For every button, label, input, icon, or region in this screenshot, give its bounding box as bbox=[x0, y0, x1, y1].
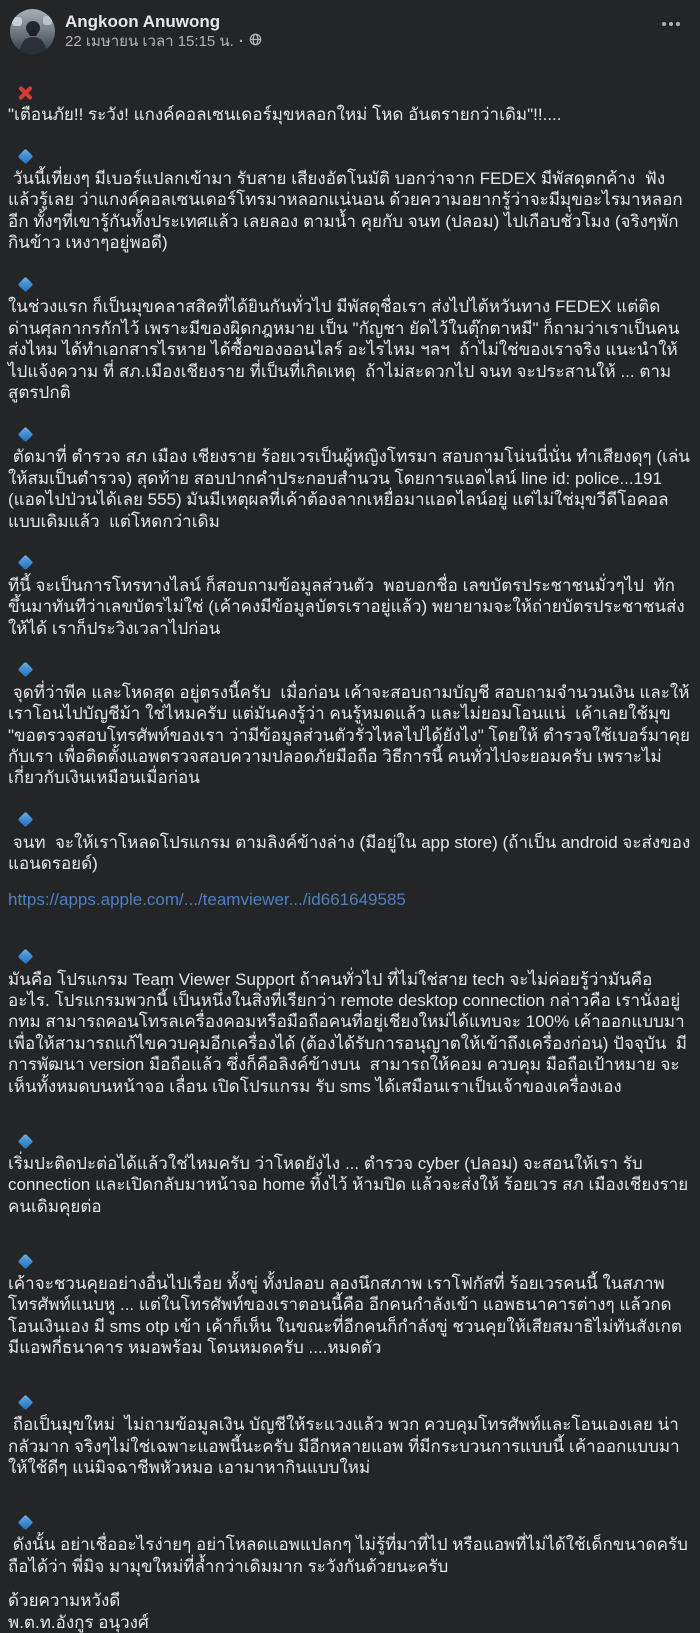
blue-diamond-icon bbox=[18, 1133, 34, 1149]
meta-separator: · bbox=[238, 33, 244, 50]
blue-diamond-icon bbox=[18, 662, 34, 678]
blue-diamond-icon bbox=[18, 1515, 34, 1531]
post-paragraph: ในช่วงแรก ก็เป็นมุขคลาสสิคที่ได้ยินกันทั่วไป มีพัสดุชื่อเรา ส่งไปไต้หวันทาง FEDEX แต่ติดด่านศุลกากรกักไว้ เพราะมีของผิดกฎหมาย เป็น "กัญชา ยัดไว้ในตุ๊กตาหมี" ก็ถามว่าเราเป็นคนส่งไหม ได้ทำเอกสารไรหาย ได้ซื้อของออนไลร์ อะไรไหม ฯลฯ ถ้าไม่ใช่ของเราจริง แนะนำให้ไปแจ้งความ ที่ สภ.เมืองเชียงราย ที่เป็นที่เกิดเหตุ ถ้าไม่สะดวกไป จนท จะประสานให้ ... ตามสูตรปกติ bbox=[8, 254, 692, 404]
post-timestamp[interactable]: 22 เมษายน เวลา 15:15 น. bbox=[65, 33, 234, 50]
ellipsis-dot bbox=[669, 22, 673, 26]
post-header bbox=[7, 8, 693, 61]
globe-icon bbox=[249, 33, 262, 51]
post-paragraph: ตัดมาที่ ตำรวจ สภ เมือง เชียงราย ร้อยเวรเป็นผู้หญิงโทรมา สอบถามโน่นนี่นั่น ทำเสียงดุๆ (เล่นให้สมเป็นตำรวจ) สุดท้าย สอบปากคำประกอบสำนวน โดยการแอดไลน์ line id: police...191 (แอดไปป่วนได้เลย 555) มันมีเหตุผลที่เค้าต้องลากเหยื่อมาแอดไลน์อยู่ แต่ไม่ใช่มุขวีดีโอคอล แบบเดิมแล้ว แต่โหดกว่าเดิม bbox=[8, 404, 692, 532]
blue-diamond-icon bbox=[18, 277, 34, 293]
ellipsis-dot bbox=[662, 22, 666, 26]
app-store-link[interactable]: https://apps.apple.com/.../teamviewer.../id661649585 bbox=[8, 890, 406, 910]
blue-diamond-icon bbox=[18, 427, 34, 443]
ellipsis-dot bbox=[676, 22, 680, 26]
avatar-photo bbox=[10, 9, 55, 54]
blue-diamond-icon bbox=[18, 949, 34, 965]
blue-diamond-icon bbox=[18, 812, 34, 828]
red-cross-icon bbox=[17, 85, 34, 100]
post-paragraph: วันนี้เที่ยงๆ มีเบอร์แปลกเข้ามา รับสาย เสียงอัตโนมัติ บอกว่าจาก FEDEX มีพัสดุตกค้าง ฟังแล้วรู้เลย ว่าแกงค์คอลเซนเดอร์โทรมาหลอกแน่นอน ด้วยความอยากรู้ว่าจะมีมุขอะไรมาหลอกอีก ทั้งๆที่เขารู้กันทั้งประเทศแล้ว เลยลอง ตามน้ำ คุยกับ จนท (ปลอม) ไปเกือบชั่วโมง (จริงๆพักกินข้าว เหงาๆอยู่พอดี) bbox=[8, 125, 692, 253]
link-paragraph bbox=[8, 889, 692, 910]
post-meta bbox=[65, 33, 262, 51]
blue-diamond-icon bbox=[18, 148, 34, 164]
post-paragraph: จนท จะให้เราโหลดโปรแกรม ตามลิงค์ข้างล่าง (มีอยู่ใน app store) (ถ้าเป็น android จะส่งของแอนดรอยด์) bbox=[8, 789, 692, 875]
post-paragraph: จุดที่ว่าพีค และโหดสุด อยู่ตรงนี้ครับ เมื่อก่อน เค้าจะสอบถามบัญชี สอบถามจำนวนเงิน และให้เราโอนไปบัญชีม้า ใช่ไหมครับ แต่มันคงรู้ว่า คนรู้หมดแล้ว และไม่ยอมโอนแน่ เค้าเลยใช้มุข "ขอตรวจสอบโทรศัพท์ของเรา ว่ามีข้อมูลส่วนตัวรั่วไหลไปได้ยังไง" โดยให้ ตำรวจใช้เบอร์มาคุยกับเรา เพื่อติดตั้งแอพตรวจสอบความปลอดภัยมือถือ วิธีการนี้ คนทั่วไปจะยอมครับ เพราะไม่เกี่ยวกับเงินเหมือนเมื่อก่อน bbox=[8, 639, 692, 789]
post-paragraph: พ.ต.ท.อังกูร อนุวงศ์ bbox=[8, 1612, 149, 1632]
author-name[interactable]: Angkoon Anuwong bbox=[65, 12, 221, 31]
post-paragraph: ทีนี้ จะเป็นการโทรทางไลน์ ก็สอบถามข้อมูลส่วนตัว พอบอกชื่อ เลขบัตรประชาชนมั่วๆไป ทักขึ้นมาทันทีว่าเลขบัตรไม่ใช่ (เค้าคงมีข้อมูลบัตรเราอยู่แล้ว) พยายามจะให้ถ่ายบัตรประชาชนส่งให้ได้ เราก็ประวิงเวลาไปก่อน bbox=[8, 532, 692, 639]
header-text bbox=[65, 12, 262, 51]
post-paragraph: ดังนั้น อย่าเชื่ออะไรง่ายๆ อย่าโหลดแอพแปลกๆ ไม่รู้ที่มาที่ไป หรือแอพที่ไม่ได้ใช้เด็กขนาดครับ ถือได้ว่า พี่มิจ มามุขใหม่ที่ล้ำกว่าเดิมมาก ระวังกันด้วยนะครับ bbox=[8, 1492, 692, 1578]
profile-avatar[interactable] bbox=[10, 9, 55, 54]
post-paragraph: มันคือ โปรแกรม Team Viewer Support ถ้าคนทั่วไป ที่ไม่ใช่สาย tech จะไม่ค่อยรู้ว่ามันคืออะไร. โปรแกรมพวกนี้ เป็นหนึ่งในสิ่งที่เรียกว่า remote desktop connection กล่าวคือ เรานั่งอยู่ กทม สามารถคอนโทรลเครื่องคอมหรือมือถือคนที่อยู่เชียงใหม่ได้แทบจะ 100% เค้าออกแบบมาเพื่อให้สามารถแก้ไขควบคุมอีกเครื่องได้ (ต้องได้รับการอนุญาตให้เข้าถึงเครื่องก่อน) ปัจจุบัน มีการพัฒนา version มือถือแล้ว ซึ่งก็คือลิงค์ข้างบน สามารถให้คอม ควบคุม มือถือเป้าหมาย จะเห็นทั้งหมดบนหน้าจอ เลื่อน เปิดโปรแกรม รับ sms ได้เสมือนเราเป็นเจ้าของเครื่องเอง bbox=[8, 926, 692, 1097]
blue-diamond-icon bbox=[18, 555, 34, 571]
post-paragraph: ถือเป็นมุขใหม่ ไม่ถามข้อมูลเงิน บัญชีให้ระแวงแล้ว พวก ควบคุมโทรศัพท์และโอนเองเลย น่ากลัวมาก จริงๆไม่ใช่เฉพาะแอพนี้นะครับ มีอีกหลายแอพ ที่มีกระบวนการแบบนี้ เค้าออกแบบมาให้ใช้ดีๆ แน่มิจฉาชีพหัวหมอ เอามาหากินแบบใหม่ bbox=[8, 1372, 692, 1479]
post-paragraph: เค้าจะชวนคุยอย่างอื่นไปเรื่อย ทั้งขู่ ทั้งปลอบ ลองนึกสภาพ เราโฟกัสที่ ร้อยเวรคนนี้ ในสภาพโทรศัพท์แนบหู ... แต่ในโทรศัพท์ของเราตอนนี้คือ อีกคนกำลังเข้า แอพธนาคารต่างๆ แล้วกดโอนเงินเอง มี sms otp เข้า เค้าก็เห็น ในขณะที่อีกคนก็กำลังขู่ ชวนคุยให้เสียสมาธิไม่ทันสังเกต มีแอพกี่ธนาคาร หมอพร้อม โดนหมดครับ ....หมดตัว bbox=[8, 1230, 692, 1358]
post-paragraph: "เตือนภัย!! ระวัง! แกงค์คอลเซนเดอร์มุขหลอกใหม่ โหด อันตรายกว่าเดิม"!!.... bbox=[8, 61, 692, 125]
post-paragraph: เริ่มปะติดปะต่อได้แล้วใช่ไหมครับ ว่าโหดยังไง ... ตำรวจ cyber (ปลอม) จะสอนให้เรา รับ connection และเปิดกลับมาหน้าจอ home ทิ้งไว้ ห้ามปิด แล้วจะส่งให้ ร้อยเวร สภ เมืองเชียงรายคนเดิมคุยต่อ bbox=[8, 1110, 692, 1217]
blue-diamond-icon bbox=[18, 1395, 34, 1411]
blue-diamond-icon bbox=[18, 1253, 34, 1269]
more-options-button[interactable] bbox=[658, 14, 684, 34]
post-text bbox=[7, 61, 698, 1633]
post-paragraph: ด้วยความหวังดี bbox=[8, 1591, 121, 1611]
